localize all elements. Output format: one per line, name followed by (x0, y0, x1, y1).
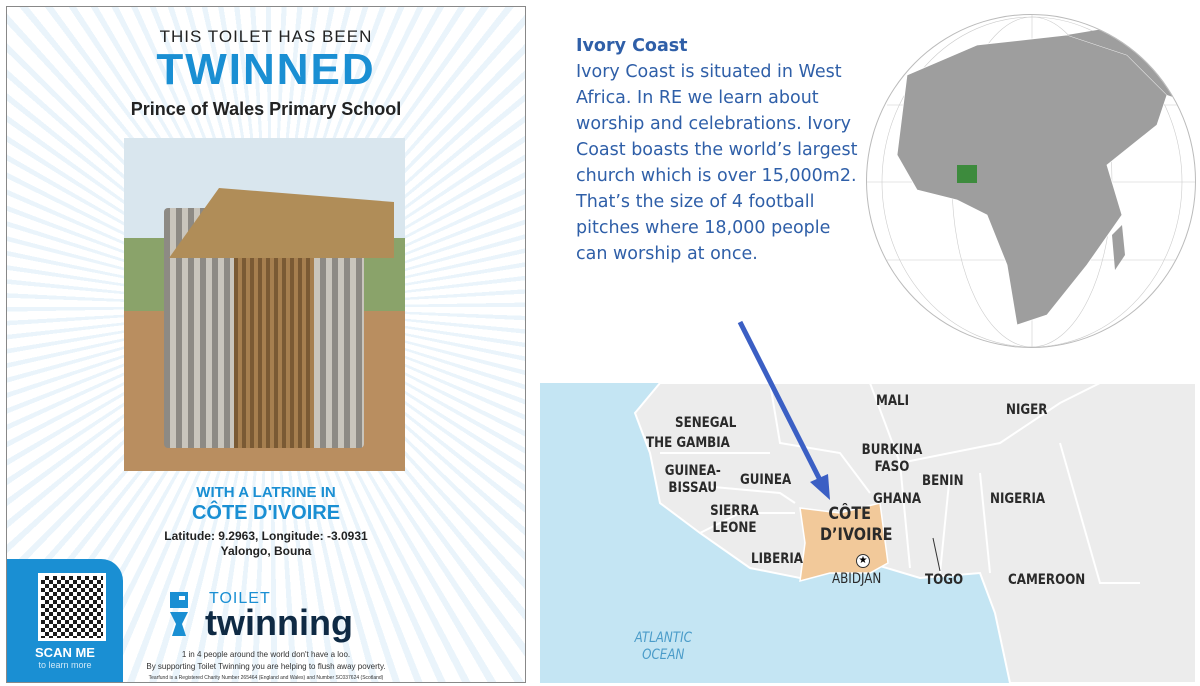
map-label-liberia: LIBERIA (751, 551, 804, 567)
logo-twinning: twinning (205, 602, 353, 643)
footer-line-1: 1 in 4 people around the world don't have a loo. (181, 650, 351, 659)
latrine-country: CÔTE D'IVOIRE (191, 502, 341, 524)
map-label-gambia: THE GAMBIA (646, 435, 730, 451)
logo-toilet: TOILET (209, 590, 271, 607)
map-label-senegal: SENEGAL (675, 415, 737, 431)
map-label-guinea: GUINEA (740, 472, 792, 488)
school-name: Prince of Wales Primary School (130, 99, 402, 119)
map-label-cote-divoire: CÔTE D’IVOIRE (820, 504, 893, 545)
map-label-benin: BENIN (922, 473, 964, 489)
scan-sublabel: to learn more (38, 660, 92, 670)
info-body: Ivory Coast is situated in West Africa. In RE we learn about worship and celebrations. Ivory Coast boasts the world’s largest church which is over 15,000m2. That’s the size of 4 football pitches where 18,000 people can worship at once. (576, 62, 858, 264)
capital-star-icon: ★ (856, 554, 870, 568)
map-label-nigeria: NIGERIA (990, 491, 1046, 507)
coordinates: Latitude: 9.2963, Longitude: -3.0931 (164, 529, 368, 543)
map-label-cameroon: CAMEROON (1008, 572, 1086, 588)
map-label-burkina-faso: BURKINA FASO (861, 442, 923, 475)
map-label-togo: TOGO (925, 572, 964, 588)
latrine-label: WITH A LATRINE IN (196, 484, 336, 501)
map-label-niger: NIGER (1006, 402, 1048, 418)
info-heading: Ivory Coast (576, 36, 688, 56)
certificate-title: TWINNED (156, 45, 376, 94)
map-label-abidjan: ABIDJAN (832, 571, 882, 587)
map-label-atlantic-ocean: ATLANTIC OCEAN (634, 630, 692, 663)
map-label-ghana: GHANA (873, 491, 922, 507)
map-label-sierra-leone: SIERRA LEONE (710, 503, 759, 536)
scan-label: SCAN ME (35, 645, 95, 660)
map-label-guinea-bissau: GUINEA-BISSAU (664, 463, 721, 496)
footer-line-2: By supporting Toilet Twinning you are helping to flush away poverty. (146, 662, 386, 671)
map-label-mali: MALI (876, 393, 910, 409)
charity-number: Tearfund is a Registered Charity Number 265464 (England and Wales) and Number SC037624 (Scotland) (148, 675, 384, 681)
certificate-header: THIS TOILET HAS BEEN (159, 27, 373, 46)
location: Yalongo, Bouna (220, 544, 312, 558)
